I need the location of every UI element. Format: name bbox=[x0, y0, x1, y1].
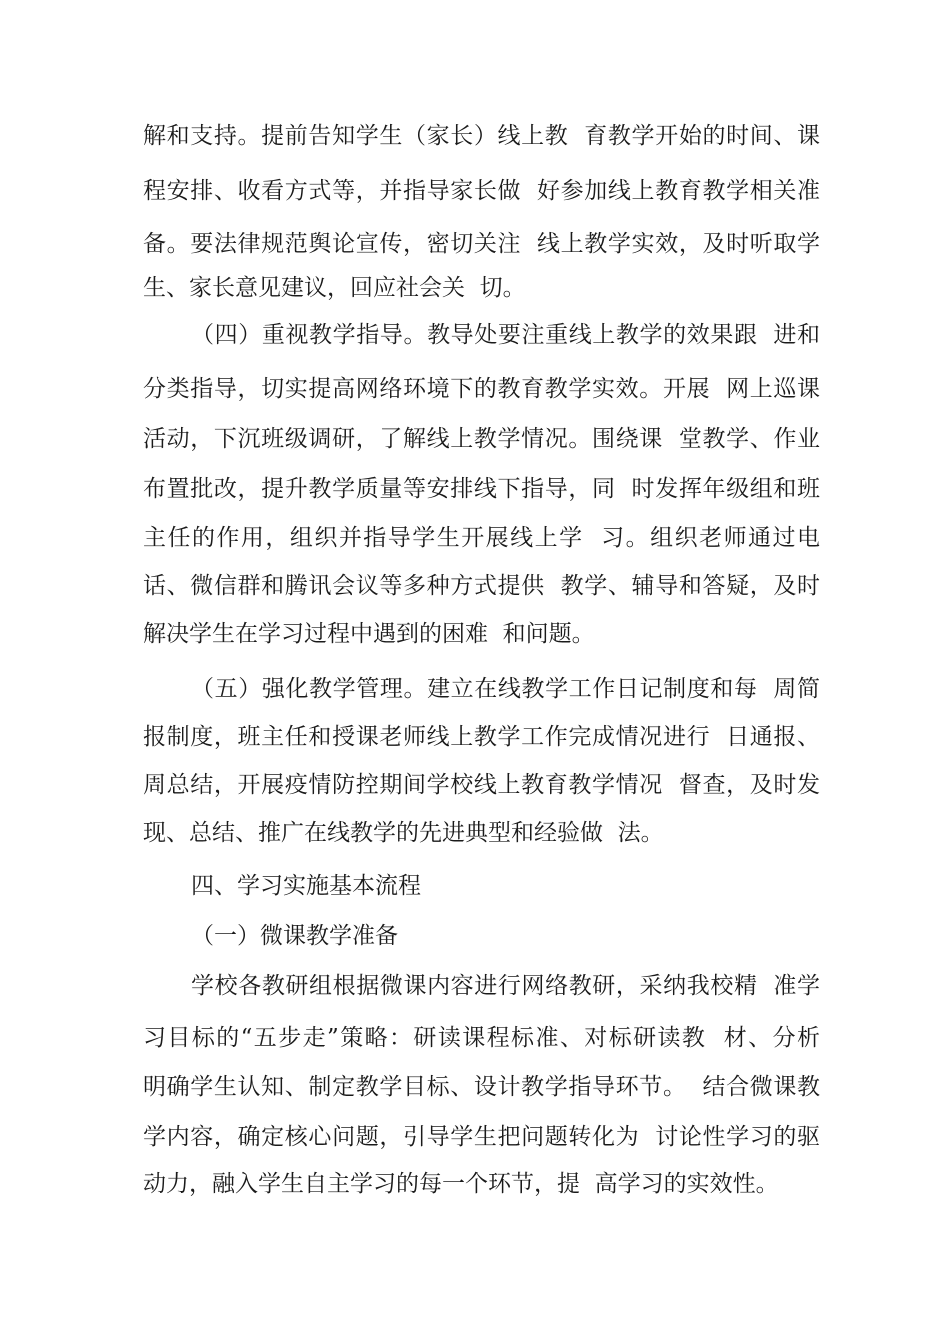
paragraph-3-line-4: 现、总结、推广在线教学的先进典型和经验做 法。 bbox=[143, 820, 664, 846]
paragraph-3-line-3: 周总结，开展疫情防控期间学校线上教育教学情况 督查，及时发 bbox=[143, 772, 820, 798]
paragraph-1-line-4: 生、家长意见建议，回应社会关 切。 bbox=[143, 275, 526, 301]
paragraph-2-line-2: 分类指导，切实提高网络环境下的教育教学实效。开展 网上巡课 bbox=[143, 376, 820, 402]
paragraph-2-line-1: （四）重视教学指导。教导处要注重线上教学的效果跟 进和 bbox=[191, 322, 820, 348]
paragraph-6-line-2: 习目标的“五步走”策略：研读课程标准、对标研读教 材、分析 bbox=[143, 1025, 820, 1051]
paragraph-2-line-6: 话、微信群和腾讯会议等多种方式提供 教学、辅导和答疑，及时 bbox=[143, 573, 820, 599]
paragraph-3-line-2: 报制度，班主任和授课老师线上教学工作完成情况进行 日通报、 bbox=[143, 724, 820, 750]
section-heading: 四、学习实施基本流程 bbox=[191, 873, 421, 899]
paragraph-2-line-7: 解决学生在学习过程中遇到的困难 和问题。 bbox=[143, 621, 595, 647]
paragraph-6-line-4: 学内容，确定核心问题，引导学生把问题转化为 讨论性学习的驱 bbox=[143, 1124, 820, 1150]
sub-heading: （一）微课教学准备 bbox=[191, 923, 398, 949]
paragraph-6-line-1: 学校各教研组根据微课内容进行网络教研，采纳我校精 准学 bbox=[191, 973, 820, 999]
paragraph-2-line-5: 主任的作用，组织并指导学生开展线上学 习。组织老师通过电 bbox=[143, 525, 820, 551]
paragraph-2-line-3: 活动，下沉班级调研，了解线上教学情况。围绕课 堂教学、作业 bbox=[143, 426, 820, 452]
paragraph-1-line-2: 程安排、收看方式等，并指导家长做 好参加线上教育教学相关准 bbox=[143, 178, 820, 204]
paragraph-6-line-5: 动力，融入学生自主学习的每一个环节，提 高学习的实效性。 bbox=[143, 1171, 779, 1197]
paragraph-2-line-4: 布置批改，提升教学质量等安排线下指导，同 时发挥年级组和班 bbox=[143, 476, 820, 502]
paragraph-6-line-3: 明确学生认知、制定教学目标、设计教学指导环节。 结合微课教 bbox=[143, 1074, 820, 1100]
paragraph-1-line-3: 备。要法律规范舆论宣传，密切关注 线上教学实效，及时听取学 bbox=[143, 231, 820, 257]
paragraph-1-line-1: 解和支持。提前告知学生（家长）线上教 育教学开始的时间、课 bbox=[143, 123, 820, 149]
paragraph-3-line-1: （五）强化教学管理。建立在线教学工作日记制度和每 周简 bbox=[191, 676, 820, 702]
